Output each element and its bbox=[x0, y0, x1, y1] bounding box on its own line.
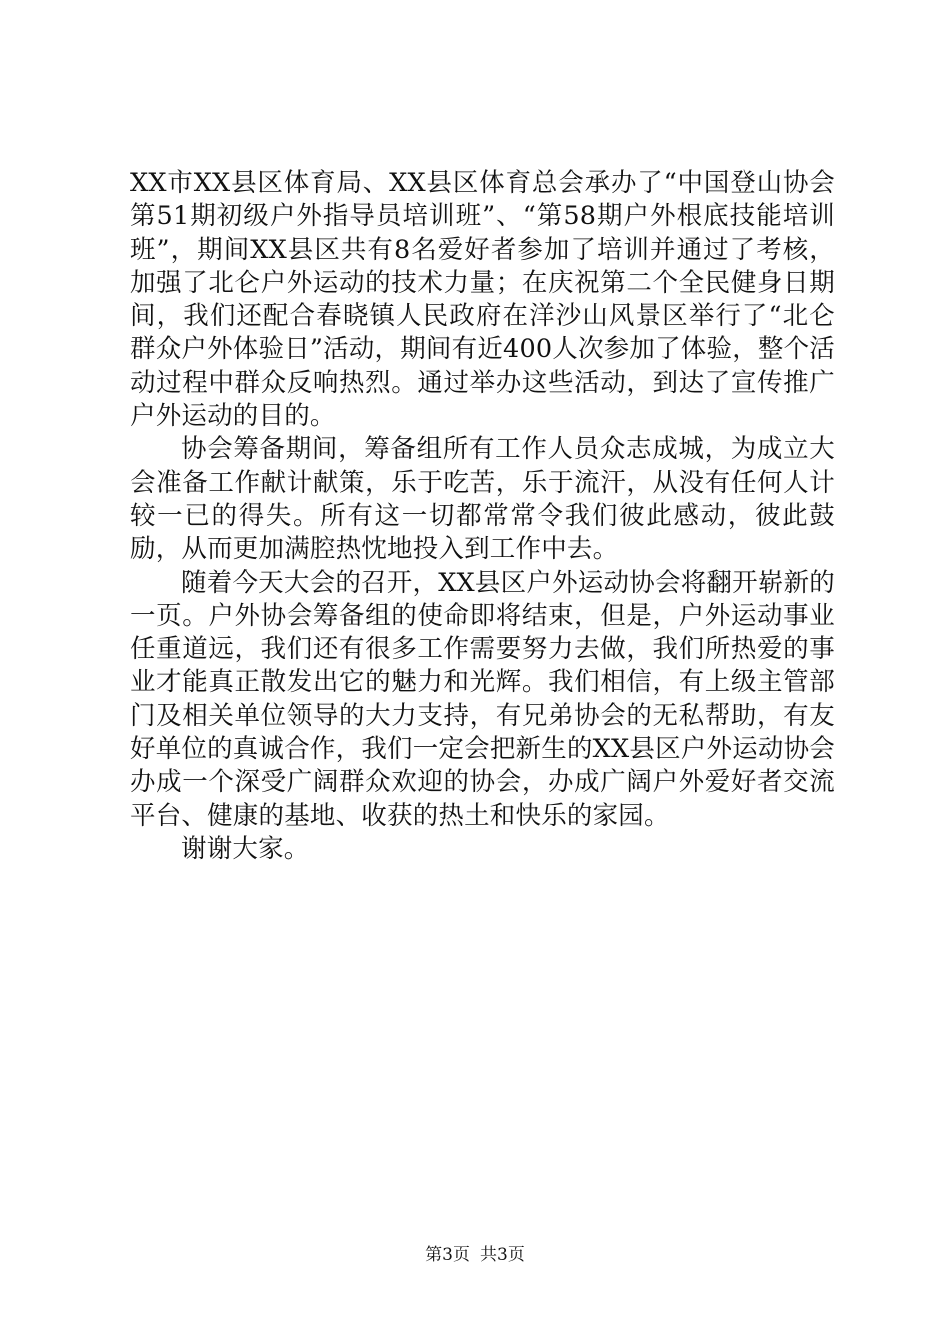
paragraph-closing: 谢谢大家。 bbox=[181, 833, 310, 864]
paragraph-1: XX市XX县区体育局、XX县区体育总会承办了“中国登山协会第51期初级户外指导员培训班”、“第58期户外根底技能培训班”，期间XX县区共有8名爱好者参加了培训并通过了考核，加强了北仑户外运动的技术力量；在庆祝第二个全民健身日期间，我们还配合春晓镇人民政府在洋沙山风景区举行了“北仑群众户外体验日”活动，期间有近400人次参加了体验，整个活动过程中群众反响热烈。通过举办这些活动，到达了宣传推广户外运动的目的。 bbox=[130, 168, 836, 432]
page-number-current: 第3页 bbox=[425, 1245, 470, 1265]
paragraph-2: 协会筹备期间，筹备组所有工作人员众志成城，为成立大会准备工作献计献策，乐于吃苦，乐于流汗，从没有任何人计较一已的得失。所有这一切都常常令我们彼此感动，彼此鼓励，从而更加满腔热忱地投入到工作中去。 bbox=[130, 434, 835, 565]
page-number-total: 共3页 bbox=[480, 1245, 525, 1265]
paragraph-3: 随着今天大会的召开，XX县区户外运动协会将翻开崭新的一页。户外协会筹备组的使命即将结束，但是，户外运动事业任重道远，我们还有很多工作需要努力去做，我们所热爱的事业才能真正散发出它的魅力和光辉。我们相信，有上级主管部门及相关单位领导的大力支持，有兄弟协会的无私帮助，有友好单位的真诚合作，我们一定会把新生的XX县区户外运动协会办成一个深受广阔群众欢迎的协会，办成广阔户外爱好者交流平台、健康的基地、收获的热土和快乐的家园。 bbox=[130, 567, 835, 831]
page-footer bbox=[0, 1244, 950, 1266]
document-body bbox=[130, 167, 835, 866]
